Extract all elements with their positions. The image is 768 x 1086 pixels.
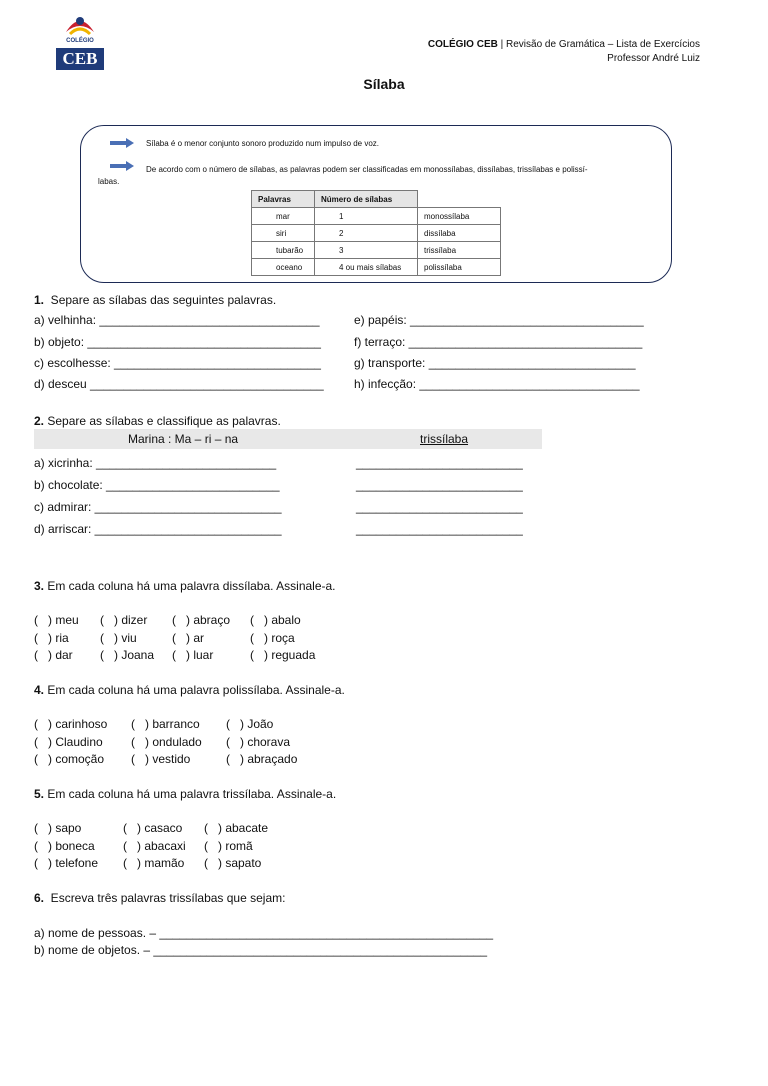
table-row — [252, 242, 501, 259]
q1-item-b: b) objeto: ___________________________________ — [34, 335, 321, 349]
table-cell: 2 — [315, 225, 418, 242]
q3-column — [172, 612, 230, 665]
table-row — [252, 225, 501, 242]
school-logo — [52, 10, 108, 72]
option: ( ) boneca — [34, 838, 95, 853]
logo-caption: COLÉGIO — [66, 38, 94, 44]
page-title: Sílaba — [363, 76, 405, 92]
table-cell: 1 — [315, 208, 418, 225]
answer-blank: _________________________ — [356, 522, 523, 536]
table-cell: polissílaba — [418, 259, 501, 276]
q1-item-a: a) velhinha: _________________________________ — [34, 313, 320, 327]
question-5-title — [34, 786, 336, 802]
syllable-table — [251, 190, 501, 276]
arrow-icon — [110, 138, 134, 148]
option: ( ) chorava — [226, 734, 291, 749]
q4-column — [131, 716, 202, 769]
option: ( ) ria — [34, 630, 69, 645]
option: ( ) carinhoso — [34, 717, 108, 731]
logo-text: CEB — [62, 49, 98, 68]
option: ( ) abacate — [204, 821, 269, 835]
q1-item-d: d) desceu ___________________________________ — [34, 377, 324, 391]
definition-line2: De acordo com o número de sílabas, as palavras podem ser classificadas em monossílabas, dissílabas, trissílabas e polissí- — [146, 165, 588, 174]
q5-column — [204, 820, 268, 873]
q3-column — [34, 612, 79, 665]
q2-item-c: c) admirar: ____________________________ — [34, 500, 282, 514]
table-cell: 3 — [315, 242, 418, 259]
table-header-row — [252, 191, 501, 208]
q6-item-b: b) nome de objetos. – __________________________________________________ — [34, 943, 488, 957]
table-cell: mar — [252, 208, 315, 225]
q3-column — [250, 612, 315, 665]
question-text: Escreva três palavras trissílabas que sejam: — [44, 891, 286, 905]
table-row — [252, 208, 501, 225]
answer-blank: _________________________ — [356, 500, 523, 514]
option: ( ) barranco — [131, 717, 200, 731]
option: ( ) romã — [204, 838, 253, 853]
option: ( ) comoção — [34, 752, 105, 766]
table-cell: trissílaba — [418, 242, 501, 259]
option: ( ) dar — [34, 648, 73, 662]
q2-item-d: d) arriscar: ____________________________ — [34, 522, 282, 536]
table-cell: siri — [252, 225, 315, 242]
option: ( ) roça — [250, 630, 295, 645]
option: ( ) Claudino — [34, 734, 103, 749]
option: ( ) Joana — [100, 648, 155, 662]
question-4-title — [34, 682, 345, 698]
example-word: Marina : Ma – ri – na — [128, 432, 239, 446]
q4-column — [226, 716, 297, 769]
q1-item-c: c) escolhesse: _______________________________ — [34, 356, 321, 370]
option: ( ) viu — [100, 630, 137, 645]
question-3-title — [34, 578, 336, 594]
answer-blank: _________________________ — [356, 478, 523, 492]
question-text: Separe as sílabas das seguintes palavras. — [44, 293, 277, 307]
option: ( ) abalo — [250, 613, 301, 627]
question-text: Em cada coluna há uma palavra dissílaba. Assinale-a. — [44, 579, 336, 593]
option: ( ) sapo — [34, 821, 82, 835]
option: ( ) vestido — [131, 752, 191, 766]
question-number: 2. — [34, 414, 45, 428]
teacher-name: Professor André Luiz — [607, 53, 700, 64]
option: ( ) luar — [172, 648, 214, 662]
question-text: Em cada coluna há uma palavra trissílaba. Assinale-a. — [44, 787, 337, 801]
question-text: Em cada coluna há uma palavra polissílaba. Assinale-a. — [44, 683, 345, 697]
table-cell: oceano — [252, 259, 315, 276]
table-cell: tubarão — [252, 242, 315, 259]
question-number: 6. — [34, 891, 45, 905]
q1-item-g: g) transporte: _______________________________ — [354, 356, 636, 370]
answer-blank: _________________________ — [356, 456, 523, 470]
option: ( ) telefone — [34, 856, 99, 870]
q6-item-a: a) nome de pessoas. – __________________________________________________ — [34, 926, 494, 940]
option: ( ) ondulado — [131, 734, 202, 749]
q1-item-f: f) terraço: ___________________________________ — [354, 335, 643, 349]
header-subtitle: | Revisão de Gramática – Lista de Exercícios — [497, 39, 700, 50]
example-class: trissílaba — [420, 432, 469, 446]
q5-column — [123, 820, 186, 873]
question-number: 3. — [34, 579, 45, 593]
question-text: Separe as sílabas e classifique as palavras. — [44, 414, 281, 428]
q2-item-a: a) xicrinha: ___________________________ — [34, 456, 277, 470]
q1-item-h: h) infecção: _________________________________ — [354, 377, 640, 391]
option: ( ) casaco — [123, 821, 183, 835]
option: ( ) mamão — [123, 856, 185, 870]
option: ( ) abacaxi — [123, 838, 186, 853]
q5-column — [34, 820, 98, 873]
question-number: 5. — [34, 787, 45, 801]
arrow-icon — [110, 161, 134, 171]
option: ( ) reguada — [250, 648, 316, 662]
option: ( ) João — [226, 717, 274, 731]
question-6-title — [34, 890, 285, 906]
school-name: COLÉGIO CEB — [427, 39, 498, 50]
question-2-title — [34, 413, 281, 429]
definition-line1: Sílaba é o menor conjunto sonoro produzido num impulso de voz. — [146, 139, 380, 148]
table-cell: 4 ou mais sílabas — [315, 259, 418, 276]
q1-item-e: e) papéis: ___________________________________ — [354, 313, 644, 327]
definition-line2b: labas. — [98, 177, 120, 186]
question-number: 4. — [34, 683, 45, 697]
q4-column — [34, 716, 107, 769]
option: ( ) abraçado — [226, 752, 298, 766]
option: ( ) dizer — [100, 613, 148, 627]
q2-item-b: b) chocolate: __________________________ — [34, 478, 280, 492]
option: ( ) ar — [172, 630, 204, 645]
option: ( ) meu — [34, 613, 79, 627]
q3-column — [100, 612, 154, 665]
option: ( ) abraço — [172, 613, 231, 627]
table-header: Número de sílabas — [315, 191, 418, 208]
option: ( ) sapato — [204, 856, 262, 870]
table-header: Palavras — [252, 191, 315, 208]
header-line — [428, 38, 700, 52]
table-cell: monossílaba — [418, 208, 501, 225]
question-number: 1. — [34, 293, 45, 307]
question-1-title — [34, 292, 276, 308]
table-cell: dissílaba — [418, 225, 501, 242]
table-row — [252, 259, 501, 276]
